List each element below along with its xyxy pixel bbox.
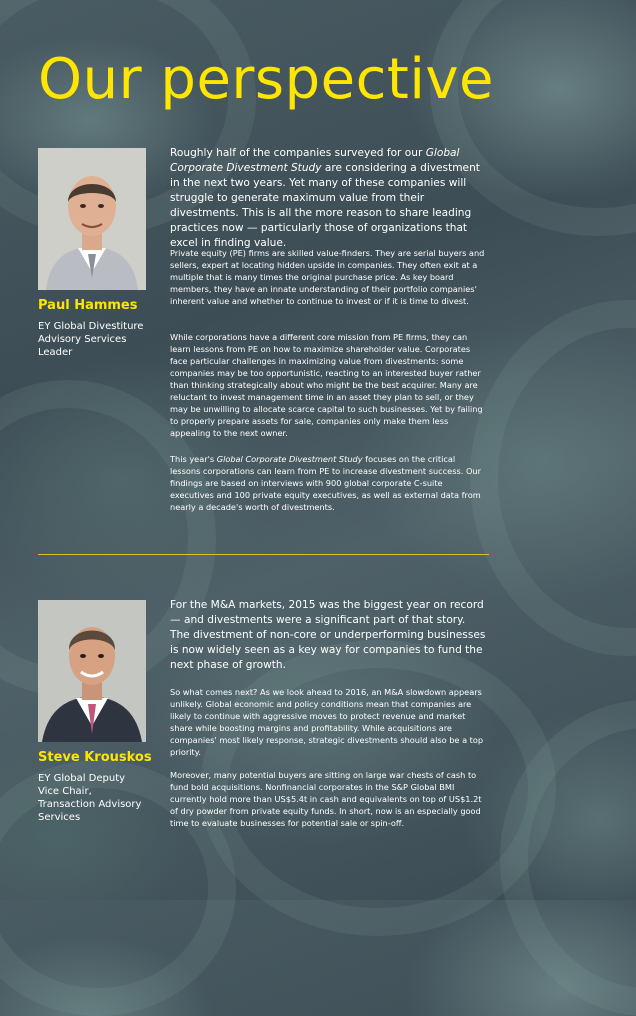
person-name: Steve Krouskos (38, 750, 152, 765)
person-role: EY Global Deputy Vice Chair, Transaction Advisory Services (38, 773, 142, 823)
body-paragraph: Moreover, many potential buyers are sitting on large war chests of cash to fund bold acquisitions. Nonfinancial corporates in the S&P Global BMI currently hold more than US$5.4t in cash and equivalents on top of US$1.2t of dry powder from private equity funds. In short, now is an especially good time to evaluate businesses for potential sale or spin-off. (170, 770, 482, 828)
body-paragraph: This year's Global Corporate Divestment Study focuses on the critical lessons corporations can learn from PE to increase divestment success. Our findings are based on interviews with 900 global corporate C-suite executives and 100 private equity executives, as well as external data from nearly a decade's worth of divestments. (170, 454, 481, 512)
person-name: Paul Hammes (38, 298, 138, 313)
portrait-steve-krouskos (38, 600, 146, 742)
page-title: Our perspective (38, 47, 494, 112)
person-photo-icon (38, 148, 146, 290)
person-role: EY Global Divestiture Advisory Services Leader (38, 321, 144, 358)
intro-lead: For the M&A markets, 2015 was the biggest year on record — and divestments were a significant part of that story. The divestment of non-core or underperforming businesses is now widely seen as a key way for companies to fund the next phase of growth. (170, 599, 486, 671)
body-paragraph: So what comes next? As we look ahead to 2016, an M&A slowdown appears unlikely. Global economic and policy conditions mean that companies are likely to continue with aggressive moves to protect revenue and market share while boosting margins and profitability. While acquisitions are companies' most likely response, strategic divestments should also be a top priority. (170, 687, 484, 757)
section-divider (38, 554, 489, 555)
study-title: Global Corporate Divestment Study (216, 454, 363, 464)
body-paragraph: While corporations have a different core mission from PE firms, they can learn lessons from PE on how to maximize shareholder value. Corporates face particular challenges in maximizing value from divestments: some companies may be too opportunistic, reacting to an interested buyer rather than thinking strategically about who might be the best acquirer. Many are reluctant to invest management time in an asset they plan to sell, or they may be unwilling to allocate scarce capital to such businesses. Yet by failing to properly prepare assets for sale, companies only make them less appealing to the next owner. (170, 332, 483, 438)
intro-lead: Roughly half of the companies surveyed for our Global Corporate Divestment Study are considering a divestment in the next two years. Yet many of these companies will struggle to generate maximum value from their divestments. This is all the more reason to share leading practices now — particularly those of organizations that excel in finding value. (170, 147, 480, 249)
background-swirl (500, 700, 636, 1016)
body-paragraph: Private equity (PE) firms are skilled value-finders. They are serial buyers and sellers, expert at locating hidden upside in companies. They often exit at a multiple that is many times the original purchase price. As key board members, they have an innate understanding of their portfolio companies' inherent value and whether to continue to invest or if it is time to divest. (170, 248, 485, 306)
portrait-paul-hammes (38, 148, 146, 290)
study-title: Global Corporate Divestment Study (170, 147, 460, 174)
person-photo-icon (38, 600, 146, 742)
background-swirl (470, 300, 636, 656)
